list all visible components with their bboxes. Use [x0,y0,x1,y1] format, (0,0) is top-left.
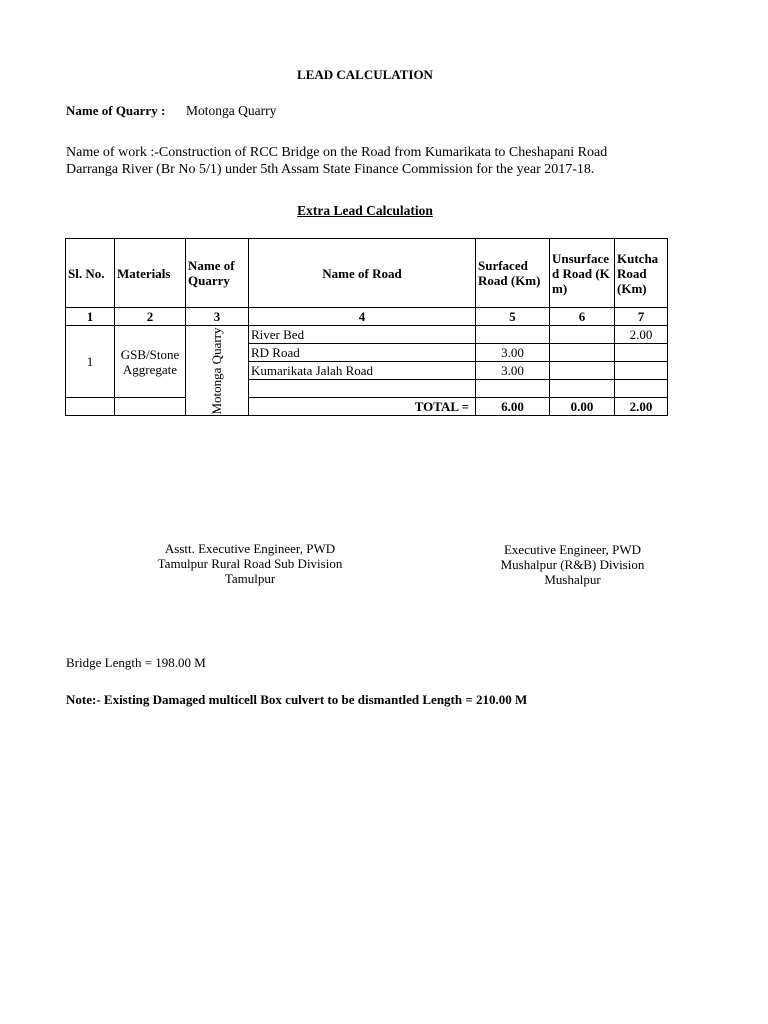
signature-line: Mushalpur [544,572,601,587]
name-of-work-line-2: Darranga River (Br No 5/1) under 5th Assam State Finance Commission for the year 2017-18. [66,162,595,177]
table-row [66,326,668,344]
col-number: 4 [249,308,476,326]
quarry-name-vertical: Motonga Quarry [209,326,224,415]
kutcha-value [615,362,668,380]
header-row [66,239,668,308]
signature-line: Asstt. Executive Engineer, PWD [164,541,336,556]
unsurfaced-value [550,344,615,362]
quarry-label: Name of Quarry : [66,103,166,118]
empty-cell [615,380,668,398]
header-materials: Materials [115,239,186,308]
header-sl-no: Sl. No. [66,239,115,308]
name-of-work-line-1: Name of work :-Construction of RCC Bridge on the Road from Kumarikata to Cheshapani Road [66,145,608,160]
kutcha-value [615,344,668,362]
total-unsurfaced: 0.00 [550,398,615,416]
quarry-name-cell [186,326,249,416]
surfaced-value: 3.00 [476,344,550,362]
col-number: 5 [476,308,550,326]
road-name: Kumarikata Jalah Road [249,362,476,380]
kutcha-value: 2.00 [615,326,668,344]
header-surfaced: Surfaced Road (Km) [476,239,550,308]
material-cell: GSB/Stone Aggregate [115,326,186,398]
note: Note:- Existing Damaged multicell Box culvert to be dismantled Length = 210.00 M [66,692,528,707]
signature-line: Executive Engineer, PWD [503,542,641,557]
surfaced-value: 3.00 [476,362,550,380]
col-number: 1 [66,308,115,326]
table-title: Extra Lead Calculation [297,203,433,218]
col-number: 6 [550,308,615,326]
road-name: RD Road [249,344,476,362]
empty-cell [115,398,186,416]
header-kutcha: Kutcha Road (Km) [615,239,668,308]
col-number: 2 [115,308,186,326]
total-row [66,398,668,416]
surfaced-value [476,326,550,344]
name-of-work [66,144,607,178]
col-number: 3 [186,308,249,326]
unsurfaced-value [550,326,615,344]
quarry-value: Motonga Quarry [186,103,277,118]
document-title: LEAD CALCULATION [297,67,433,82]
unsurfaced-value [550,362,615,380]
header-unsurfaced: Unsurfaced Road (Km) [550,239,615,308]
total-label: TOTAL = [249,398,476,416]
sl-no-cell: 1 [66,326,115,398]
road-name: River Bed [249,326,476,344]
header-road: Name of Road [249,239,476,308]
total-surfaced: 6.00 [476,398,550,416]
signature-line: Mushalpur (R&B) Division [500,557,645,572]
header-quarry: Name of Quarry [186,239,249,308]
empty-cell [249,380,476,398]
signature-line: Tamulpur [224,571,276,586]
empty-cell [550,380,615,398]
signature-executive-engineer [460,542,685,587]
empty-cell [66,398,115,416]
signature-asstt-executive-engineer [120,541,380,586]
total-kutcha: 2.00 [615,398,668,416]
col-number: 7 [615,308,668,326]
column-number-row [66,308,668,326]
signature-line: Tamulpur Rural Road Sub Division [157,556,343,571]
bridge-length: Bridge Length = 198.00 M [66,655,206,670]
empty-cell [476,380,550,398]
lead-table [65,238,668,416]
